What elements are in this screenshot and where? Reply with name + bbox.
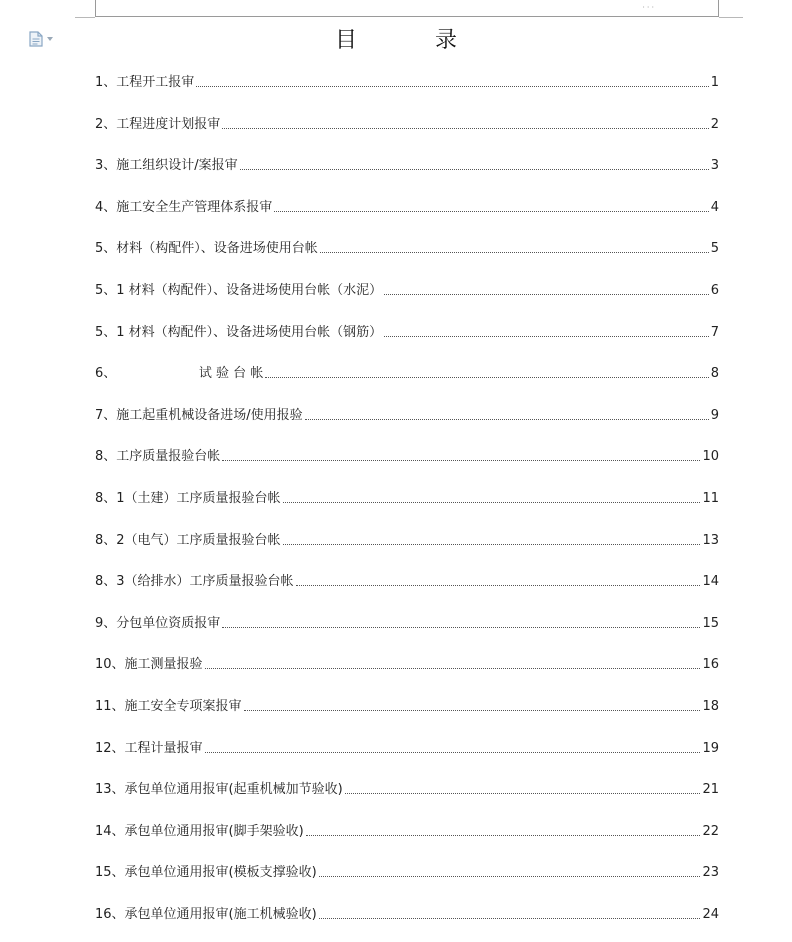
- toc-dot-leader: [384, 336, 709, 337]
- toc-entry[interactable]: [95, 570, 719, 590]
- toc-entry[interactable]: [95, 820, 719, 840]
- toc-dot-leader: [240, 169, 709, 170]
- toc-entry[interactable]: [95, 154, 719, 174]
- toc-entry-page-number: 7: [710, 324, 719, 340]
- toc-entry-page-number: 24: [702, 907, 719, 922]
- toc-entry[interactable]: [95, 362, 719, 382]
- toc-entry[interactable]: [95, 237, 719, 257]
- toc-entry-label: 4、施工安全生产管理体系报审: [95, 199, 273, 215]
- toc-entry[interactable]: [95, 861, 719, 881]
- toc-dot-leader: [319, 918, 701, 919]
- toc-entry[interactable]: [95, 487, 719, 507]
- toc-dot-leader: [205, 752, 701, 753]
- toc-dot-leader: [306, 835, 701, 836]
- toc-entry[interactable]: [95, 695, 719, 715]
- toc-dot-leader: [222, 627, 700, 628]
- toc-entry[interactable]: [95, 612, 719, 632]
- toc-entry-label: 14、承包单位通用报审(脚手架验收): [95, 823, 304, 839]
- toc-entry-page-number: 16: [702, 657, 719, 673]
- toc-entry[interactable]: [95, 321, 719, 341]
- toc-entry-label: 5、1 材料（构配件）、设备进场使用台帐（钢筋）: [95, 324, 383, 340]
- toc-entry-label: 15、承包单位通用报审(模板支撑验收): [95, 865, 317, 881]
- toc-entry-page-number: 23: [702, 865, 719, 881]
- toc-entry-label: 8、2（电气）工序质量报验台帐: [95, 532, 281, 548]
- toc-entry-label: 6、 试 验 台 帐: [95, 366, 264, 382]
- toc-entry-page-number: 6: [710, 283, 719, 298]
- toc-entry-label: 8、工序质量报验台帐: [95, 449, 221, 465]
- toc-entry-label: 3、施工组织设计/案报审: [95, 158, 238, 174]
- toc-dot-leader: [305, 419, 709, 420]
- toc-entry[interactable]: [95, 445, 719, 465]
- toc-entry[interactable]: [95, 737, 719, 757]
- toc-dot-leader: [274, 211, 708, 212]
- toc-dot-leader: [345, 793, 701, 794]
- toc-entry-label: 5、材料（构配件）、设备进场使用台帐: [95, 241, 318, 257]
- toc-dot-leader: [319, 876, 701, 877]
- toc-entry-page-number: 10: [702, 449, 719, 465]
- toc-dot-leader: [222, 460, 700, 461]
- toc-entry-label: 11、施工安全专项案报审: [95, 699, 242, 714]
- toc-entry[interactable]: [95, 404, 719, 424]
- toc-entry-label: 13、承包单位通用报审(起重机械加节验收): [95, 782, 343, 798]
- toc-entry-page-number: 19: [702, 740, 719, 756]
- toc-entry-label: 7、施工起重机械设备进场/使用报验: [95, 407, 303, 423]
- toc-entry[interactable]: [95, 903, 719, 923]
- toc-dot-leader: [384, 294, 709, 295]
- toc-entry-page-number: 13: [702, 532, 719, 548]
- toc-dot-leader: [205, 668, 701, 669]
- toc-entry-page-number: 4: [710, 199, 719, 215]
- margin-guide-left: [75, 17, 95, 18]
- toc-entry-label: 16、承包单位通用报审(施工机械验收): [95, 907, 317, 922]
- toc-dot-leader: [296, 585, 701, 586]
- margin-guide-right: [719, 17, 743, 18]
- toc-entry[interactable]: [95, 279, 719, 299]
- toc-entry-label: 9、分包单位资质报审: [95, 615, 221, 631]
- toc-entry-page-number: 1: [710, 75, 719, 90]
- toc-entry-page-number: 22: [702, 823, 719, 839]
- toc-dot-leader: [222, 128, 708, 129]
- toc-dot-leader: [283, 544, 701, 545]
- toc-entry[interactable]: [95, 71, 719, 91]
- toc-entry-page-number: 21: [702, 782, 719, 798]
- toc-dot-leader: [196, 86, 708, 87]
- toc-entry-page-number: 5: [710, 241, 719, 257]
- toc-dot-leader: [244, 710, 701, 711]
- toc-entry-page-number: 14: [702, 574, 719, 590]
- toc-entry-page-number: 11: [702, 491, 719, 506]
- toc-entry-page-number: 9: [710, 407, 719, 423]
- toc-dot-leader: [320, 252, 709, 253]
- toc-entry-page-number: 2: [710, 116, 719, 132]
- header-dots: ···: [642, 3, 656, 12]
- toc-entry-label: 10、施工测量报验: [95, 657, 203, 673]
- toc-dot-leader: [283, 502, 701, 503]
- toc-entry[interactable]: [95, 529, 719, 549]
- toc-entry-page-number: 3: [710, 158, 719, 174]
- toc-entry-page-number: 15: [702, 615, 719, 631]
- toc-entry-label: 12、工程计量报审: [95, 740, 203, 756]
- toc-entry[interactable]: [95, 653, 719, 673]
- toc-entry[interactable]: [95, 778, 719, 798]
- toc-entry-label: 8、3（给排水）工序质量报验台帐: [95, 574, 294, 590]
- toc-entry[interactable]: [95, 113, 719, 133]
- toc-entry[interactable]: [95, 196, 719, 216]
- toc-entry-label: 5、1 材料（构配件）、设备进场使用台帐（水泥）: [95, 283, 383, 298]
- toc-entry-label: 1、工程开工报审: [95, 75, 195, 90]
- toc-entry-page-number: 18: [702, 699, 719, 714]
- toc-title: 目 录: [334, 28, 485, 53]
- page-top-margin-frame: [95, 0, 719, 17]
- toc-entry-label: 8、1（土建）工序质量报验台帐: [95, 491, 281, 506]
- toc-entry-label: 2、工程进度计划报审: [95, 116, 221, 132]
- toc-entry-page-number: 8: [710, 366, 719, 382]
- toc-dot-leader: [265, 377, 708, 378]
